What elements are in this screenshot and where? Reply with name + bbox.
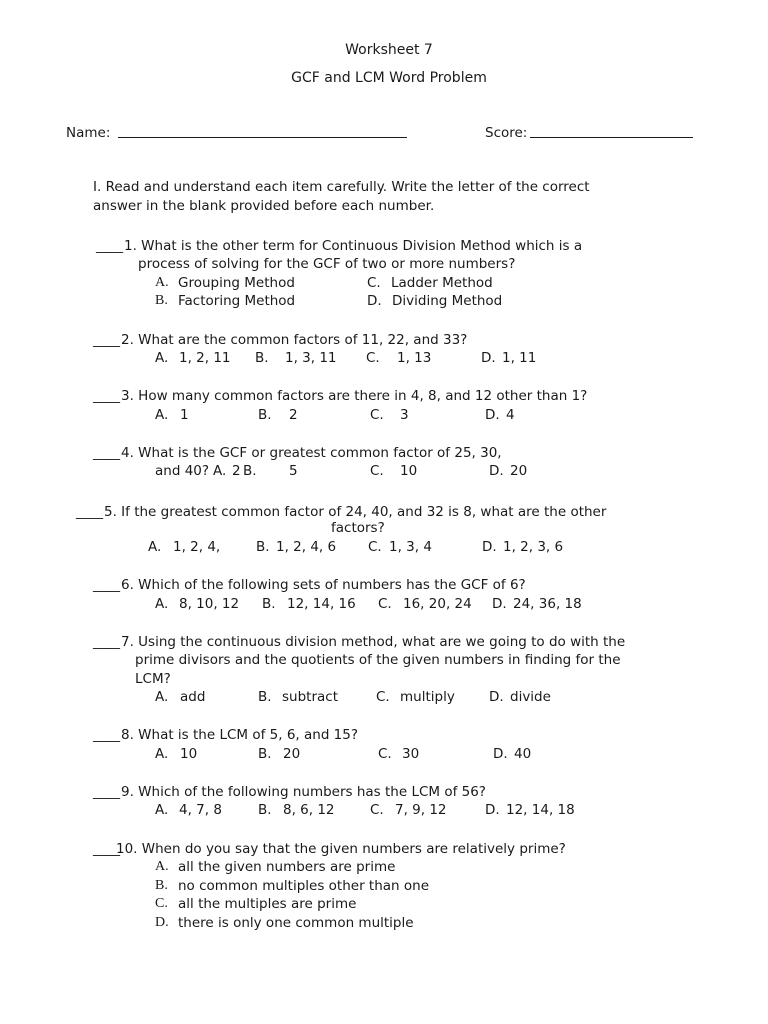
choice-text: add — [180, 689, 206, 705]
choice-letter: A. — [155, 407, 169, 423]
choice-text: all the given numbers are prime — [178, 859, 396, 875]
choice-text: Ladder Method — [391, 275, 493, 291]
question-text: LCM? — [135, 671, 171, 687]
choice-letter: B. — [243, 463, 257, 479]
choice-text: 1, 13 — [397, 350, 432, 366]
choice-letter: D. — [367, 293, 382, 309]
choice-text: 2 — [232, 463, 241, 479]
choice-letter: D. — [489, 689, 504, 705]
choice-text: there is only one common multiple — [178, 915, 414, 931]
answer-blank[interactable]: ____ — [93, 445, 120, 461]
instructions-line-1: I. Read and understand each item carefully. Write the letter of the correct — [93, 179, 590, 195]
worksheet-subtitle: GCF and LCM Word Problem — [291, 70, 487, 86]
choice-letter: C. — [366, 350, 380, 366]
answer-blank[interactable]: ____ — [93, 332, 120, 348]
answer-blank[interactable]: ____ — [93, 841, 120, 857]
answer-blank[interactable]: ____ — [93, 784, 120, 800]
choice-letter: D. — [493, 746, 508, 762]
choice-letter: C. — [370, 407, 384, 423]
choice-text: 40 — [514, 746, 532, 762]
question-text: 9. Which of the following numbers has the LCM of 56? — [121, 784, 486, 800]
choice-letter: D. — [489, 463, 504, 479]
choice-text: 2 — [289, 407, 298, 423]
choice-text: 16, 20, 24 — [403, 596, 472, 612]
choice-text: 1, 2, 11 — [179, 350, 231, 366]
choice-text: 8, 6, 12 — [283, 802, 335, 818]
choice-letter: D. — [482, 539, 497, 555]
choice-letter: C. — [368, 539, 382, 555]
choice-text: 20 — [510, 463, 528, 479]
choice-text: 1, 3, 11 — [285, 350, 337, 366]
choice-letter: C. — [370, 802, 384, 818]
choice-letter: C. — [367, 275, 381, 291]
choice-letter: A. — [213, 463, 227, 479]
question-text: process of solving for the GCF of two or more numbers? — [138, 256, 516, 272]
choice-text: divide — [510, 689, 551, 705]
question-text: 5. If the greatest common factor of 24, 40, and 32 is 8, what are the other — [104, 504, 607, 520]
question-text: 10. When do you say that the given numbers are relatively prime? — [116, 841, 566, 857]
choice-letter: D. — [155, 915, 169, 930]
answer-blank[interactable]: ____ — [93, 577, 120, 593]
choice-text: 30 — [402, 746, 420, 762]
question-text: 2. What are the common factors of 11, 22, and 33? — [121, 332, 468, 348]
question-text: 1. What is the other term for Continuous Division Method which is a — [124, 238, 583, 254]
choice-letter: A. — [155, 859, 169, 874]
name-label: Name: — [66, 125, 111, 141]
choice-letter: A. — [155, 802, 169, 818]
question-text: and 40? — [155, 463, 210, 479]
choice-letter: C. — [378, 746, 392, 762]
answer-blank[interactable]: ____ — [93, 634, 120, 650]
choice-letter: D. — [485, 802, 500, 818]
choice-letter: A. — [155, 350, 169, 366]
choice-letter: B. — [155, 878, 168, 893]
choice-letter: C. — [370, 463, 384, 479]
choice-letter: B. — [258, 689, 272, 705]
choice-text: 1, 3, 4 — [389, 539, 432, 555]
choice-text: Dividing Method — [392, 293, 503, 309]
answer-blank[interactable]: ____ — [93, 388, 120, 404]
choice-text: 4, 7, 8 — [179, 802, 222, 818]
question-text: 6. Which of the following sets of numbers has the GCF of 6? — [121, 577, 526, 593]
choice-text: multiply — [400, 689, 455, 705]
choice-letter: B. — [255, 350, 269, 366]
choice-text: 7, 9, 12 — [395, 802, 447, 818]
choice-text: 1, 2, 4, — [173, 539, 221, 555]
choice-letter: B. — [155, 293, 168, 308]
choice-letter: A. — [155, 746, 169, 762]
choice-text: 1, 2, 4, 6 — [276, 539, 337, 555]
choice-letter: B. — [256, 539, 270, 555]
instructions-line-2: answer in the blank provided before each number. — [93, 198, 435, 214]
choice-text: all the multiples are prime — [178, 896, 357, 912]
choice-letter: D. — [492, 596, 507, 612]
choice-text: 12, 14, 16 — [287, 596, 356, 612]
choice-text: 5 — [289, 463, 298, 479]
question-text: 4. What is the GCF or greatest common factor of 25, 30, — [121, 445, 502, 461]
choice-text: 3 — [400, 407, 409, 423]
choice-letter: D. — [481, 350, 496, 366]
choice-text: 20 — [283, 746, 301, 762]
choice-text: Factoring Method — [178, 293, 296, 309]
question-text: prime divisors and the quotients of the given numbers in finding for the — [135, 652, 621, 668]
choice-text: 1 — [180, 407, 189, 423]
choice-letter: C. — [378, 596, 392, 612]
choice-letter: C. — [376, 689, 390, 705]
score-field[interactable] — [530, 137, 693, 138]
question-text: 3. How many common factors are there in 4, 8, and 12 other than 1? — [121, 388, 588, 404]
choice-text: 1, 11 — [502, 350, 537, 366]
choice-text: Grouping Method — [178, 275, 295, 291]
choice-letter: A. — [148, 539, 162, 555]
answer-blank[interactable]: ____ — [93, 727, 120, 743]
choice-text: 1, 2, 3, 6 — [503, 539, 564, 555]
name-field[interactable] — [118, 137, 407, 138]
choice-text: 24, 36, 18 — [513, 596, 582, 612]
choice-text: 10 — [180, 746, 198, 762]
choice-text: 10 — [400, 463, 418, 479]
choice-letter: A. — [155, 596, 169, 612]
answer-blank[interactable]: ____ — [96, 238, 123, 254]
choice-letter: B. — [258, 746, 272, 762]
choice-text: 8, 10, 12 — [179, 596, 240, 612]
choice-text: 12, 14, 18 — [506, 802, 575, 818]
choice-letter: D. — [485, 407, 500, 423]
question-text: 7. Using the continuous division method, what are we going to do with the — [121, 634, 626, 650]
choice-text: 4 — [506, 407, 515, 423]
choice-letter: B. — [262, 596, 276, 612]
question-text: 8. What is the LCM of 5, 6, and 15? — [121, 727, 359, 743]
answer-blank[interactable]: ____ — [76, 504, 103, 520]
choice-letter: C. — [155, 896, 168, 911]
choice-letter: B. — [258, 407, 272, 423]
worksheet-title: Worksheet 7 — [345, 42, 433, 58]
choice-letter: A. — [155, 275, 169, 290]
question-text: factors? — [331, 520, 385, 536]
score-label: Score: — [485, 125, 528, 141]
choice-text: no common multiples other than one — [178, 878, 429, 894]
choice-letter: B. — [258, 802, 272, 818]
choice-letter: A. — [155, 689, 169, 705]
choice-text: subtract — [282, 689, 338, 705]
